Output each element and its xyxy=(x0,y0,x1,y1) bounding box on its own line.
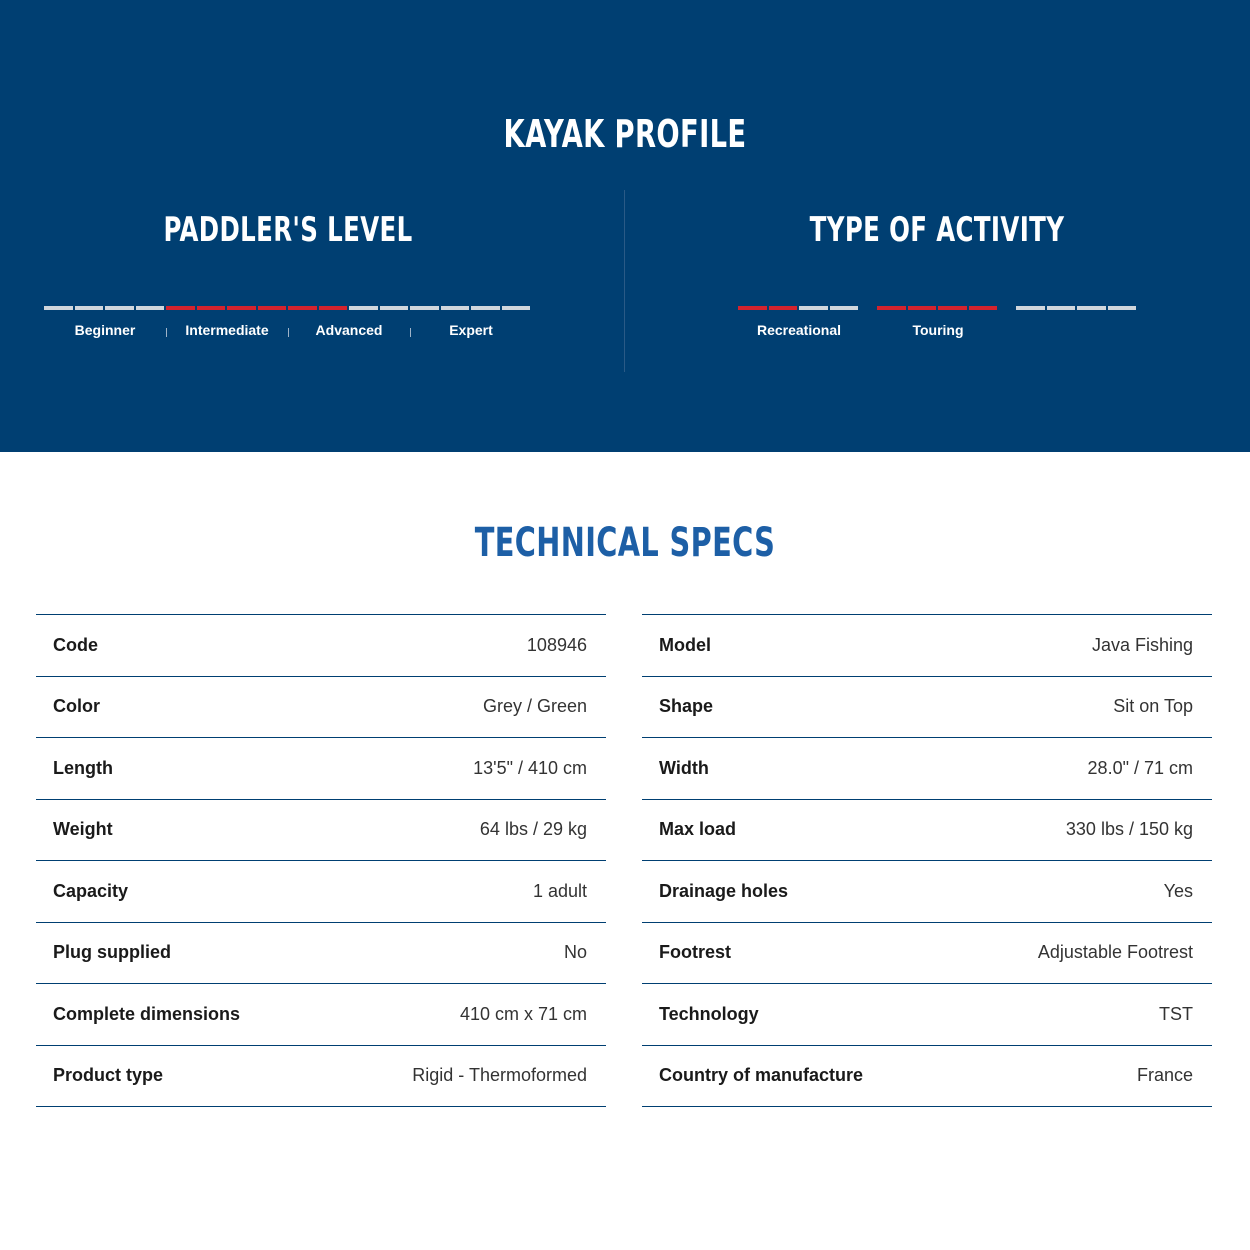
spec-row xyxy=(642,738,1212,800)
kayak-profile-section xyxy=(0,0,1250,452)
specs-table-left xyxy=(36,614,606,1107)
spec-value: 13'5" / 410 cm xyxy=(473,757,587,778)
activity-bar-recreational xyxy=(738,306,860,311)
spec-row xyxy=(36,984,606,1046)
activity-segment xyxy=(877,306,906,310)
activity-type-title: TYPE OF ACTIVITY xyxy=(809,210,1065,250)
level-segment xyxy=(227,306,256,310)
activity-bar-other xyxy=(1016,306,1138,311)
paddler-level-labels xyxy=(44,322,532,342)
spec-label: Weight xyxy=(53,819,113,840)
activity-bar-touring xyxy=(877,306,999,311)
level-segment xyxy=(75,306,104,310)
level-segment xyxy=(288,306,317,310)
activity-segment xyxy=(738,306,767,310)
spec-value: 1 adult xyxy=(532,880,587,901)
activity-segment xyxy=(908,306,937,310)
level-segment xyxy=(471,306,500,310)
level-segment xyxy=(136,306,165,310)
activity-segment xyxy=(938,306,967,310)
specs-table-right xyxy=(642,614,1212,1107)
spec-label: Color xyxy=(53,696,100,717)
activity-segment xyxy=(1047,306,1076,310)
activity-segment xyxy=(1077,306,1106,310)
spec-label: Plug supplied xyxy=(53,942,172,963)
spec-row xyxy=(36,923,606,985)
spec-label: Code xyxy=(53,634,98,655)
spec-label: Footrest xyxy=(659,942,731,963)
spec-row xyxy=(642,984,1212,1046)
spec-value: Java Fishing xyxy=(1091,634,1193,655)
spec-value: 108946 xyxy=(526,634,587,655)
spec-value: Rigid - Thermoformed xyxy=(412,1065,587,1086)
spec-value: 64 lbs / 29 kg xyxy=(479,819,587,840)
paddler-level-bar xyxy=(44,306,532,311)
spec-label: Country of manufacture xyxy=(659,1065,864,1086)
paddler-level-title: PADDLER'S LEVEL xyxy=(163,210,413,250)
spec-label: Technology xyxy=(659,1003,759,1024)
level-segment xyxy=(410,306,439,310)
spec-row xyxy=(642,800,1212,862)
spec-row xyxy=(36,800,606,862)
level-segment xyxy=(502,306,531,310)
spec-label: Model xyxy=(659,634,711,655)
kayak-profile-title: KAYAK PROFILE xyxy=(503,112,747,156)
spec-label: Product type xyxy=(53,1065,164,1086)
spec-label: Shape xyxy=(659,696,714,717)
activity-segment xyxy=(969,306,998,310)
activity-segment xyxy=(830,306,859,310)
spec-row xyxy=(36,677,606,739)
level-segment xyxy=(105,306,134,310)
spec-row xyxy=(642,923,1212,985)
spec-value: 410 cm x 71 cm xyxy=(459,1003,587,1024)
level-label-advanced: Advanced xyxy=(315,322,383,338)
spec-row xyxy=(642,861,1212,923)
spec-value: Grey / Green xyxy=(482,696,587,717)
level-separator xyxy=(288,328,289,337)
spec-value: No xyxy=(563,942,587,963)
spec-row xyxy=(36,1046,606,1108)
level-segment xyxy=(349,306,378,310)
spec-value: Sit on Top xyxy=(1113,696,1193,717)
spec-label: Max load xyxy=(659,819,737,840)
spec-row xyxy=(36,861,606,923)
level-separator xyxy=(410,328,411,337)
activity-segment xyxy=(1108,306,1137,310)
activity-label-recreational: Recreational xyxy=(756,322,842,338)
spec-row xyxy=(36,615,606,677)
level-segment xyxy=(258,306,287,310)
spec-value: Adjustable Footrest xyxy=(1037,942,1193,963)
level-separator xyxy=(166,328,167,337)
technical-specs-title: TECHNICAL SPECS xyxy=(474,520,776,566)
spec-value: 28.0" / 71 cm xyxy=(1087,757,1193,778)
spec-label: Complete dimensions xyxy=(53,1003,241,1024)
level-label-expert: Expert xyxy=(449,322,493,338)
level-segment xyxy=(197,306,226,310)
level-label-beginner: Beginner xyxy=(74,322,136,338)
activity-segment xyxy=(769,306,798,310)
level-segment xyxy=(380,306,409,310)
spec-label: Capacity xyxy=(53,880,129,901)
level-segment xyxy=(166,306,195,310)
spec-row xyxy=(36,738,606,800)
activity-segment xyxy=(799,306,828,310)
level-segment xyxy=(44,306,73,310)
spec-row xyxy=(642,1046,1212,1108)
spec-value: 330 lbs / 150 kg xyxy=(1065,819,1193,840)
activity-segment xyxy=(1016,306,1045,310)
spec-label: Drainage holes xyxy=(659,880,789,901)
spec-value: TST xyxy=(1159,1003,1193,1024)
column-divider xyxy=(624,190,625,372)
spec-value: Yes xyxy=(1163,880,1193,901)
spec-label: Width xyxy=(659,757,709,778)
level-label-intermediate: Intermediate xyxy=(185,322,269,338)
activity-label-touring: Touring xyxy=(912,322,964,338)
spec-value: France xyxy=(1136,1065,1193,1086)
spec-label: Length xyxy=(53,757,113,778)
level-segment xyxy=(319,306,348,310)
level-segment xyxy=(441,306,470,310)
spec-row xyxy=(642,615,1212,677)
spec-row xyxy=(642,677,1212,739)
